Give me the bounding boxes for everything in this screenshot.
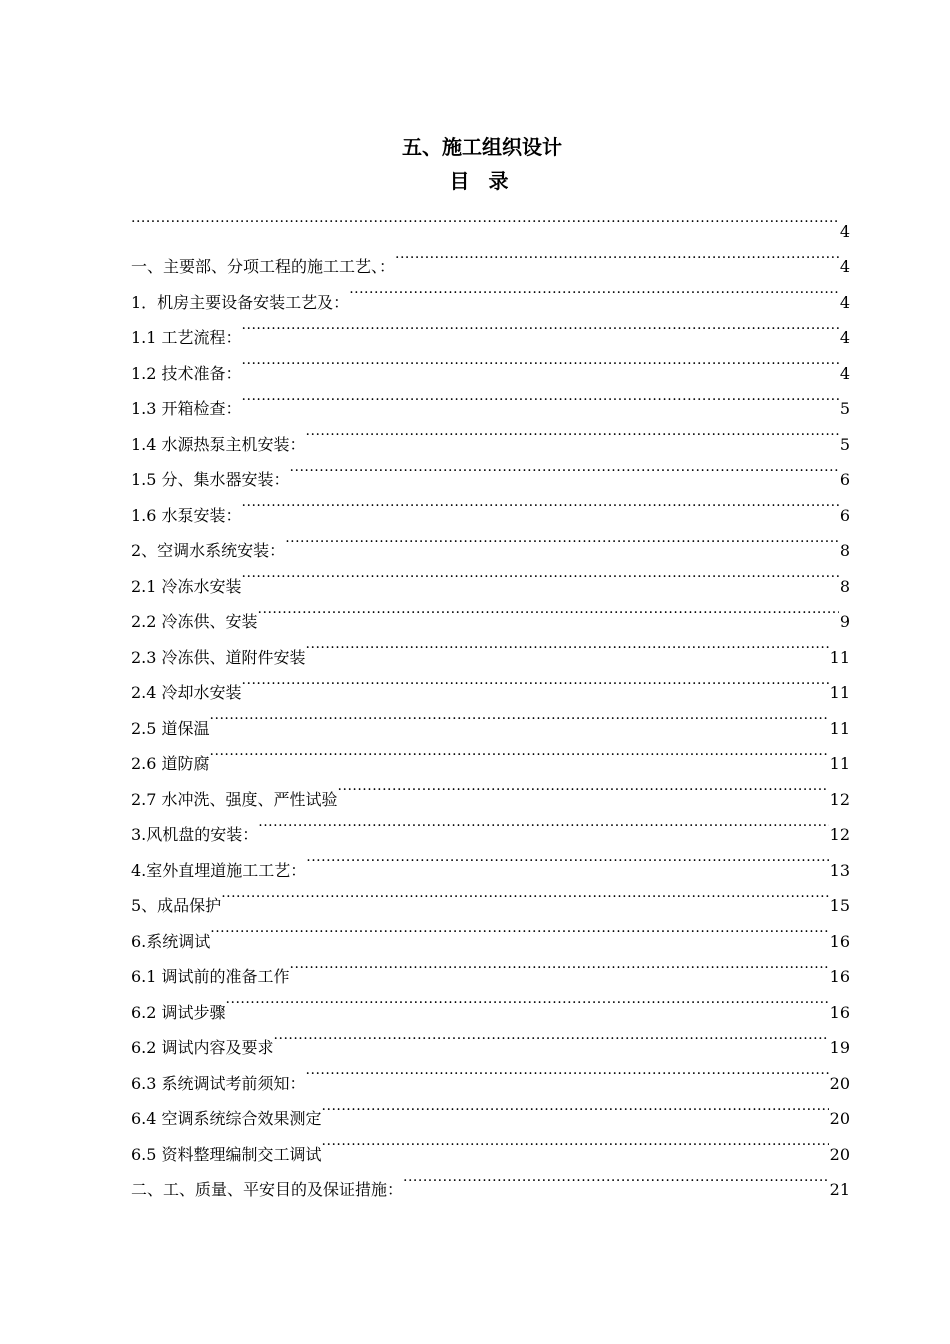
- toc-dot-leader: [395, 237, 839, 273]
- toc-dot-leader: [306, 1053, 829, 1089]
- toc-dot-leader: [290, 450, 839, 486]
- toc-entry-label: 2.5 道保温: [131, 718, 210, 738]
- toc-dot-leader: [338, 769, 829, 805]
- toc-entry[interactable]: [131, 876, 850, 915]
- toc-entry-page-number: 21: [829, 1180, 850, 1199]
- toc-entry-label: 6.3 系统调试考前须知：: [131, 1073, 306, 1093]
- toc-entry-page-number: 11: [829, 754, 850, 773]
- toc-entry-label: 6.2 调试步骤: [131, 1002, 226, 1022]
- toc-entry-page-number: 20: [829, 1109, 850, 1128]
- toc-entry-label: 一、主要部、分项工程的施工工艺、：: [131, 257, 396, 276]
- toc-entry[interactable]: [131, 698, 850, 738]
- toc-entry-label: 5、成品保护: [131, 896, 222, 915]
- toc-entry-page-number: 6: [839, 470, 850, 489]
- toc-dot-leader: [349, 272, 839, 308]
- toc-entry-page-number: 9: [839, 612, 850, 631]
- document-title: 五、施工组织设计: [402, 135, 562, 159]
- toc-entry-page-number: 5: [839, 399, 850, 418]
- toc-entry-label: 1.4 水源热泵主机安装：: [131, 434, 306, 454]
- toc-dot-leader: [242, 379, 839, 415]
- toc-entry-page-number: 16: [829, 931, 850, 951]
- toc-entry-page-number: 4: [839, 292, 850, 312]
- toc-entry-label: 二、工、质量、平安目的及保证措施：: [131, 1180, 404, 1199]
- toc-dot-leader: [210, 911, 828, 947]
- toc-dot-leader: [285, 521, 839, 557]
- toc-entry-label: 1.3 开箱检查：: [131, 399, 242, 418]
- toc-entry-label: 3.风机盘的安装：: [131, 825, 259, 844]
- toc-entry-label: 6.5 资料整理编制交工调试: [131, 1144, 322, 1164]
- toc-dot-leader: [290, 947, 829, 983]
- toc-entry-label: 4.室外直埋道施工工艺：: [131, 860, 307, 880]
- toc-dot-leader: [210, 734, 829, 770]
- toc-entry-page-number: 16: [829, 967, 850, 986]
- toc-entry-page-number: 13: [829, 860, 850, 880]
- toc-entry-label: 1.5 分、集水器安装：: [131, 470, 290, 489]
- toc-dot-leader: [322, 1089, 829, 1125]
- toc-entry-label: 6.4 空调系统综合效果测定: [131, 1109, 322, 1128]
- toc-dot-leader: [322, 1124, 829, 1160]
- toc-entry-page-number: 8: [839, 541, 850, 560]
- toc-entry[interactable]: [131, 1018, 850, 1057]
- toc-dot-leader: [403, 1160, 829, 1196]
- toc-entry-page-number: 11: [829, 718, 850, 738]
- toc-dot-leader: [242, 556, 839, 592]
- toc-dot-leader: [226, 982, 829, 1018]
- toc-entry[interactable]: [131, 734, 850, 773]
- toc-dot-leader: [131, 201, 839, 237]
- toc-entry-page-number: 20: [829, 1144, 850, 1164]
- toc-dot-leader: [242, 485, 839, 521]
- toc-entry-label: 6.2 调试内容及要求: [131, 1038, 274, 1057]
- toc-entry-page-number: 12: [829, 789, 850, 809]
- toc-entry[interactable]: [131, 201, 850, 241]
- toc-entry-page-number: 8: [839, 576, 850, 596]
- toc-dot-leader: [210, 698, 829, 734]
- toc-entry-label: 2.6 道防腐: [131, 754, 210, 773]
- toc-entry-page-number: 4: [839, 328, 850, 347]
- toc-dot-leader: [306, 840, 828, 876]
- toc-entry-page-number: 11: [829, 647, 850, 667]
- toc-entry-page-number: 4: [839, 363, 850, 383]
- toc-dot-leader: [274, 1018, 829, 1054]
- toc-entry-label: 2.1 冷冻水安装: [131, 576, 242, 596]
- toc-entry-page-number: 16: [829, 1002, 850, 1022]
- toc-entry-label: 2.2 冷冻供、安装: [131, 612, 258, 631]
- toc-entry-page-number: 5: [839, 434, 850, 454]
- toc-dot-leader: [242, 343, 839, 379]
- toc-entry-label: 1．机房主要设备安装工艺及：: [131, 292, 350, 312]
- toc-entry[interactable]: [131, 947, 850, 986]
- toc-entry-page-number: 12: [829, 825, 850, 844]
- toc-entry-page-number: 19: [829, 1038, 850, 1057]
- toc-entry[interactable]: [131, 911, 850, 951]
- toc-heading: 目 录: [449, 169, 515, 193]
- toc-entry-label: 1.2 技术准备：: [131, 363, 242, 383]
- toc-dot-leader: [306, 414, 839, 450]
- toc-entry-page-number: 11: [829, 683, 850, 702]
- toc-entry-label: 2、空调水系统安装：: [131, 541, 286, 560]
- toc-dot-leader: [258, 805, 828, 841]
- toc-entry-label: 6.系统调试: [131, 931, 211, 951]
- toc-entry-page-number: 4: [839, 257, 850, 276]
- table-of-contents: [131, 201, 850, 1199]
- toc-entry[interactable]: [131, 982, 850, 1022]
- toc-entry-page-number: 20: [829, 1073, 850, 1093]
- toc-dot-leader: [258, 592, 839, 628]
- toc-entry-page-number: 4: [839, 221, 850, 241]
- toc-dot-leader: [242, 663, 829, 699]
- toc-dot-leader: [306, 627, 829, 663]
- toc-entry-label: 2.3 冷冻供、道附件安装: [131, 647, 306, 667]
- toc-entry-label: 1.6 水泵安装：: [131, 505, 242, 525]
- toc-dot-leader: [221, 876, 828, 912]
- toc-entry-label: 6.1 调试前的准备工作: [131, 967, 290, 986]
- toc-entry-page-number: 6: [839, 505, 850, 525]
- toc-dot-leader: [242, 308, 839, 344]
- toc-entry-label: 2.7 水冲洗、强度、严性试验: [131, 789, 338, 809]
- toc-entry-page-number: 15: [829, 896, 850, 915]
- toc-entry-label: 1.1 工艺流程：: [131, 328, 242, 347]
- toc-entry-label: 2.4 冷却水安装: [131, 683, 242, 702]
- toc-entry[interactable]: [131, 237, 850, 276]
- toc-entry[interactable]: [131, 769, 850, 809]
